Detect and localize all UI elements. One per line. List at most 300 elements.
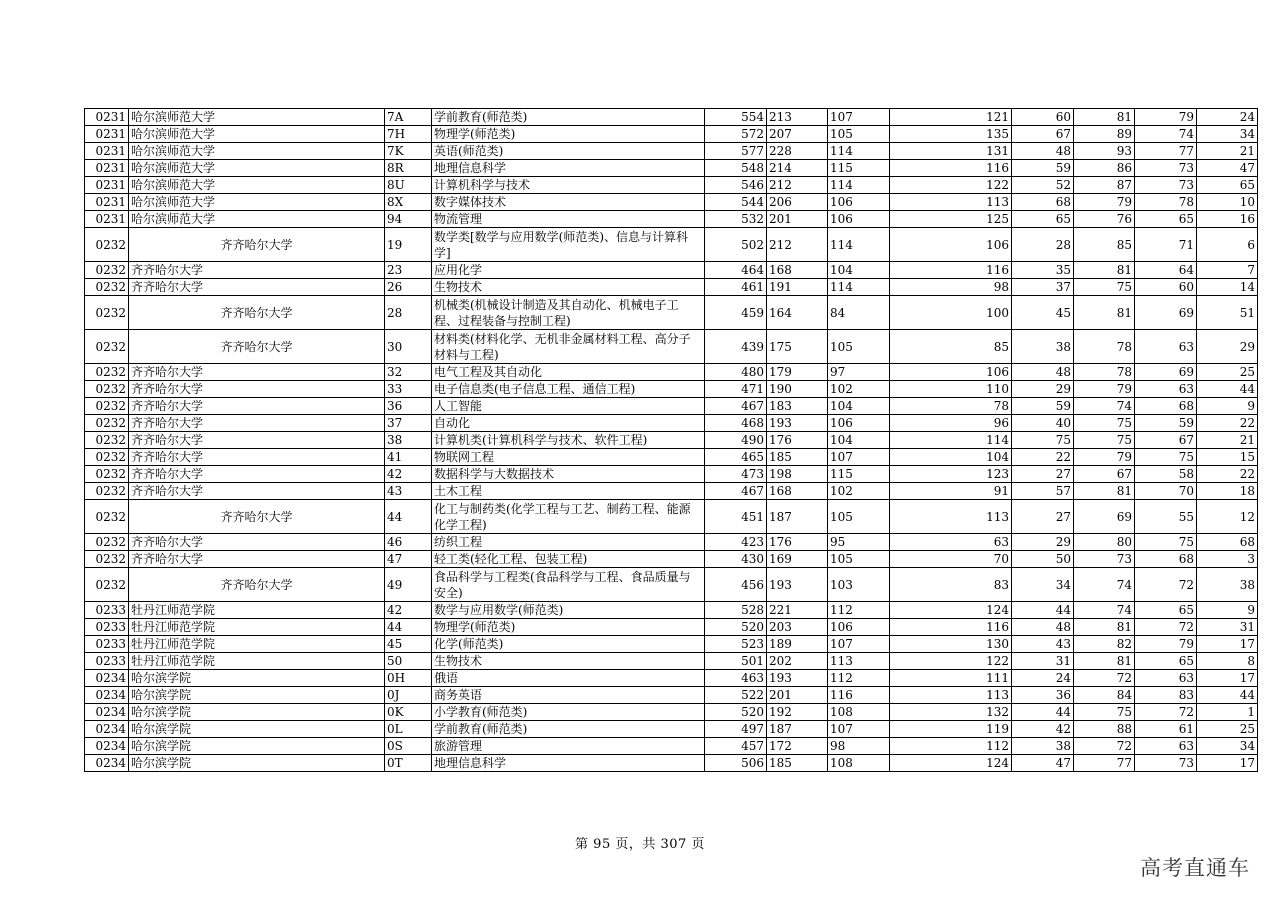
score-col-5-cell: 27 (1012, 466, 1074, 483)
table-row (85, 228, 1258, 262)
major-name-cell: 化工与制药类(化学工程与工艺、制药工程、能源化学工程) (432, 500, 705, 534)
table-row (85, 619, 1258, 636)
major-code-cell: 33 (385, 381, 432, 398)
school-name-cell: 齐齐哈尔大学 (129, 534, 385, 551)
table-row (85, 483, 1258, 500)
major-name-cell: 土木工程 (432, 483, 705, 500)
major-code-cell: 19 (385, 228, 432, 262)
school-name-cell: 牡丹江师范学院 (129, 619, 385, 636)
score-col-3-cell: 106 (828, 194, 890, 211)
score-col-7-cell: 83 (1135, 687, 1197, 704)
total-score-cell: 554 (705, 109, 767, 126)
school-name-cell: 齐齐哈尔大学 (129, 228, 385, 262)
score-col-2-cell: 203 (767, 619, 828, 636)
score-col-2-cell: 189 (767, 636, 828, 653)
school-code-cell: 0234 (85, 670, 129, 687)
major-code-cell: 46 (385, 534, 432, 551)
score-col-4-cell: 131 (890, 143, 1012, 160)
major-code-cell: 38 (385, 432, 432, 449)
score-col-6-cell: 80 (1074, 534, 1135, 551)
total-score-cell: 572 (705, 126, 767, 143)
score-col-7-cell: 75 (1135, 449, 1197, 466)
major-name-cell: 应用化学 (432, 262, 705, 279)
school-code-cell: 0233 (85, 602, 129, 619)
score-col-4-cell: 85 (890, 330, 1012, 364)
score-col-5-cell: 60 (1012, 109, 1074, 126)
total-score-cell: 461 (705, 279, 767, 296)
school-name-cell: 齐齐哈尔大学 (129, 500, 385, 534)
school-name-cell: 齐齐哈尔大学 (129, 415, 385, 432)
major-name-cell: 数学与应用数学(师范类) (432, 602, 705, 619)
major-name-cell: 人工智能 (432, 398, 705, 415)
score-col-2-cell: 183 (767, 398, 828, 415)
score-col-8-cell: 47 (1197, 160, 1258, 177)
school-code-cell: 0231 (85, 177, 129, 194)
score-col-7-cell: 60 (1135, 279, 1197, 296)
score-col-5-cell: 68 (1012, 194, 1074, 211)
score-col-2-cell: 193 (767, 670, 828, 687)
major-name-cell: 地理信息科学 (432, 755, 705, 772)
total-score-cell: 423 (705, 534, 767, 551)
school-code-cell: 0234 (85, 738, 129, 755)
major-code-cell: 0T (385, 755, 432, 772)
major-name-cell: 数据科学与大数据技术 (432, 466, 705, 483)
major-code-cell: 42 (385, 466, 432, 483)
score-col-3-cell: 107 (828, 109, 890, 126)
score-col-8-cell: 25 (1197, 364, 1258, 381)
score-col-5-cell: 24 (1012, 670, 1074, 687)
score-col-5-cell: 59 (1012, 160, 1074, 177)
school-code-cell: 0232 (85, 262, 129, 279)
school-name-cell: 齐齐哈尔大学 (129, 279, 385, 296)
total-score-cell: 473 (705, 466, 767, 483)
score-col-8-cell: 44 (1197, 381, 1258, 398)
score-col-6-cell: 74 (1074, 602, 1135, 619)
major-code-cell: 28 (385, 296, 432, 330)
score-col-2-cell: 202 (767, 653, 828, 670)
school-name-cell: 哈尔滨师范大学 (129, 109, 385, 126)
score-col-3-cell: 116 (828, 687, 890, 704)
school-code-cell: 0232 (85, 364, 129, 381)
score-col-2-cell: 201 (767, 687, 828, 704)
score-col-2-cell: 201 (767, 211, 828, 228)
score-col-3-cell: 102 (828, 483, 890, 500)
score-col-3-cell: 106 (828, 211, 890, 228)
school-name-cell: 哈尔滨师范大学 (129, 177, 385, 194)
score-col-8-cell: 51 (1197, 296, 1258, 330)
table-row (85, 262, 1258, 279)
score-col-6-cell: 81 (1074, 483, 1135, 500)
score-col-7-cell: 58 (1135, 466, 1197, 483)
major-code-cell: 8U (385, 177, 432, 194)
school-code-cell: 0234 (85, 687, 129, 704)
major-code-cell: 7A (385, 109, 432, 126)
school-code-cell: 0232 (85, 296, 129, 330)
major-code-cell: 37 (385, 415, 432, 432)
score-col-8-cell: 17 (1197, 636, 1258, 653)
score-col-5-cell: 48 (1012, 143, 1074, 160)
score-col-4-cell: 124 (890, 602, 1012, 619)
score-col-8-cell: 34 (1197, 126, 1258, 143)
score-col-4-cell: 110 (890, 381, 1012, 398)
score-col-4-cell: 132 (890, 704, 1012, 721)
score-col-2-cell: 212 (767, 177, 828, 194)
score-col-2-cell: 185 (767, 755, 828, 772)
score-col-8-cell: 22 (1197, 415, 1258, 432)
total-score-cell: 544 (705, 194, 767, 211)
score-col-8-cell: 12 (1197, 500, 1258, 534)
score-col-2-cell: 172 (767, 738, 828, 755)
score-col-5-cell: 59 (1012, 398, 1074, 415)
table-row (85, 721, 1258, 738)
score-col-3-cell: 105 (828, 126, 890, 143)
total-score-cell: 532 (705, 211, 767, 228)
score-col-6-cell: 79 (1074, 381, 1135, 398)
watermark-logo: 高考直通车 (1140, 856, 1250, 880)
score-col-4-cell: 104 (890, 449, 1012, 466)
score-col-7-cell: 63 (1135, 738, 1197, 755)
score-col-6-cell: 82 (1074, 636, 1135, 653)
score-col-5-cell: 44 (1012, 602, 1074, 619)
score-col-4-cell: 122 (890, 177, 1012, 194)
table-row (85, 704, 1258, 721)
score-col-8-cell: 38 (1197, 568, 1258, 602)
score-col-3-cell: 84 (828, 296, 890, 330)
table-row (85, 177, 1258, 194)
score-col-6-cell: 79 (1074, 194, 1135, 211)
major-name-cell: 电子信息类(电子信息工程、通信工程) (432, 381, 705, 398)
score-col-5-cell: 75 (1012, 432, 1074, 449)
score-col-3-cell: 114 (828, 177, 890, 194)
score-col-2-cell: 198 (767, 466, 828, 483)
table-row (85, 636, 1258, 653)
score-col-2-cell: 187 (767, 721, 828, 738)
major-code-cell: 47 (385, 551, 432, 568)
score-col-8-cell: 21 (1197, 143, 1258, 160)
score-col-7-cell: 77 (1135, 143, 1197, 160)
school-code-cell: 0232 (85, 534, 129, 551)
score-col-7-cell: 78 (1135, 194, 1197, 211)
score-col-7-cell: 55 (1135, 500, 1197, 534)
total-score-cell: 546 (705, 177, 767, 194)
school-name-cell: 哈尔滨师范大学 (129, 160, 385, 177)
school-name-cell: 牡丹江师范学院 (129, 636, 385, 653)
major-name-cell: 生物技术 (432, 279, 705, 296)
score-col-8-cell: 31 (1197, 619, 1258, 636)
table-row (85, 670, 1258, 687)
score-col-5-cell: 38 (1012, 330, 1074, 364)
major-code-cell: 45 (385, 636, 432, 653)
table-row (85, 415, 1258, 432)
score-col-5-cell: 37 (1012, 279, 1074, 296)
score-col-6-cell: 79 (1074, 449, 1135, 466)
score-col-7-cell: 63 (1135, 330, 1197, 364)
school-name-cell: 哈尔滨学院 (129, 670, 385, 687)
score-col-3-cell: 105 (828, 551, 890, 568)
school-name-cell: 哈尔滨师范大学 (129, 211, 385, 228)
school-code-cell: 0231 (85, 160, 129, 177)
score-col-2-cell: 193 (767, 568, 828, 602)
score-col-2-cell: 228 (767, 143, 828, 160)
total-score-cell: 430 (705, 551, 767, 568)
score-col-7-cell: 79 (1135, 109, 1197, 126)
score-col-3-cell: 107 (828, 721, 890, 738)
score-col-5-cell: 47 (1012, 755, 1074, 772)
score-col-5-cell: 65 (1012, 211, 1074, 228)
score-col-2-cell: 213 (767, 109, 828, 126)
admission-score-table (84, 108, 1258, 772)
table-row (85, 194, 1258, 211)
score-col-7-cell: 59 (1135, 415, 1197, 432)
score-col-8-cell: 18 (1197, 483, 1258, 500)
page-number: 第 95 页，共 307 页 (575, 837, 705, 852)
score-col-3-cell: 108 (828, 704, 890, 721)
score-col-5-cell: 35 (1012, 262, 1074, 279)
table-row (85, 500, 1258, 534)
school-code-cell: 0232 (85, 279, 129, 296)
score-col-6-cell: 72 (1074, 738, 1135, 755)
score-col-5-cell: 34 (1012, 568, 1074, 602)
score-col-5-cell: 31 (1012, 653, 1074, 670)
total-score-cell: 467 (705, 398, 767, 415)
score-col-7-cell: 69 (1135, 296, 1197, 330)
score-col-3-cell: 102 (828, 381, 890, 398)
major-code-cell: 50 (385, 653, 432, 670)
score-col-4-cell: 116 (890, 262, 1012, 279)
score-col-6-cell: 81 (1074, 262, 1135, 279)
score-col-4-cell: 130 (890, 636, 1012, 653)
major-name-cell: 生物技术 (432, 653, 705, 670)
score-col-3-cell: 115 (828, 160, 890, 177)
score-col-8-cell: 21 (1197, 432, 1258, 449)
score-col-2-cell: 168 (767, 262, 828, 279)
score-col-5-cell: 50 (1012, 551, 1074, 568)
score-col-6-cell: 75 (1074, 432, 1135, 449)
score-col-6-cell: 85 (1074, 228, 1135, 262)
score-col-8-cell: 8 (1197, 653, 1258, 670)
table-row (85, 755, 1258, 772)
major-name-cell: 物联网工程 (432, 449, 705, 466)
score-col-8-cell: 9 (1197, 602, 1258, 619)
score-col-6-cell: 78 (1074, 364, 1135, 381)
major-code-cell: 94 (385, 211, 432, 228)
table-row (85, 432, 1258, 449)
score-col-6-cell: 76 (1074, 211, 1135, 228)
score-col-2-cell: 168 (767, 483, 828, 500)
major-code-cell: 41 (385, 449, 432, 466)
score-col-6-cell: 77 (1074, 755, 1135, 772)
score-col-6-cell: 69 (1074, 500, 1135, 534)
score-col-5-cell: 67 (1012, 126, 1074, 143)
school-code-cell: 0232 (85, 483, 129, 500)
score-col-8-cell: 68 (1197, 534, 1258, 551)
school-name-cell: 齐齐哈尔大学 (129, 449, 385, 466)
score-col-4-cell: 100 (890, 296, 1012, 330)
school-name-cell: 哈尔滨师范大学 (129, 143, 385, 160)
school-code-cell: 0234 (85, 704, 129, 721)
school-name-cell: 哈尔滨学院 (129, 721, 385, 738)
school-name-cell: 齐齐哈尔大学 (129, 432, 385, 449)
score-col-6-cell: 75 (1074, 415, 1135, 432)
major-code-cell: 30 (385, 330, 432, 364)
score-col-5-cell: 43 (1012, 636, 1074, 653)
score-col-4-cell: 113 (890, 500, 1012, 534)
major-name-cell: 数学类[数学与应用数学(师范类)、信息与计算科学] (432, 228, 705, 262)
score-col-6-cell: 67 (1074, 466, 1135, 483)
score-col-3-cell: 112 (828, 670, 890, 687)
score-col-4-cell: 111 (890, 670, 1012, 687)
score-col-7-cell: 72 (1135, 704, 1197, 721)
school-name-cell: 齐齐哈尔大学 (129, 296, 385, 330)
major-code-cell: 32 (385, 364, 432, 381)
score-col-8-cell: 7 (1197, 262, 1258, 279)
school-code-cell: 0234 (85, 755, 129, 772)
school-name-cell: 齐齐哈尔大学 (129, 551, 385, 568)
score-col-2-cell: 191 (767, 279, 828, 296)
score-col-4-cell: 116 (890, 160, 1012, 177)
school-name-cell: 齐齐哈尔大学 (129, 381, 385, 398)
total-score-cell: 457 (705, 738, 767, 755)
score-col-3-cell: 107 (828, 636, 890, 653)
school-name-cell: 牡丹江师范学院 (129, 653, 385, 670)
total-score-cell: 548 (705, 160, 767, 177)
score-col-4-cell: 114 (890, 432, 1012, 449)
score-col-5-cell: 42 (1012, 721, 1074, 738)
score-col-3-cell: 104 (828, 398, 890, 415)
major-code-cell: 7K (385, 143, 432, 160)
score-col-3-cell: 114 (828, 228, 890, 262)
table-row (85, 738, 1258, 755)
major-name-cell: 物流管理 (432, 211, 705, 228)
score-col-5-cell: 57 (1012, 483, 1074, 500)
major-code-cell: 0S (385, 738, 432, 755)
score-col-4-cell: 119 (890, 721, 1012, 738)
score-col-5-cell: 48 (1012, 619, 1074, 636)
school-code-cell: 0232 (85, 398, 129, 415)
table-row (85, 602, 1258, 619)
score-col-5-cell: 28 (1012, 228, 1074, 262)
score-col-6-cell: 81 (1074, 109, 1135, 126)
table-row (85, 653, 1258, 670)
school-code-cell: 0232 (85, 466, 129, 483)
score-col-5-cell: 38 (1012, 738, 1074, 755)
score-col-8-cell: 17 (1197, 670, 1258, 687)
major-name-cell: 数字媒体技术 (432, 194, 705, 211)
table-row (85, 109, 1258, 126)
score-col-3-cell: 112 (828, 602, 890, 619)
score-col-8-cell: 6 (1197, 228, 1258, 262)
major-name-cell: 俄语 (432, 670, 705, 687)
major-code-cell: 36 (385, 398, 432, 415)
score-col-7-cell: 73 (1135, 755, 1197, 772)
score-col-2-cell: 169 (767, 551, 828, 568)
school-code-cell: 0233 (85, 619, 129, 636)
major-name-cell: 自动化 (432, 415, 705, 432)
major-code-cell: 0K (385, 704, 432, 721)
table-row (85, 551, 1258, 568)
total-score-cell: 459 (705, 296, 767, 330)
school-name-cell: 牡丹江师范学院 (129, 602, 385, 619)
score-col-4-cell: 113 (890, 194, 1012, 211)
school-name-cell: 哈尔滨师范大学 (129, 194, 385, 211)
score-col-4-cell: 106 (890, 364, 1012, 381)
score-col-8-cell: 65 (1197, 177, 1258, 194)
score-col-8-cell: 15 (1197, 449, 1258, 466)
major-code-cell: 26 (385, 279, 432, 296)
table-row (85, 568, 1258, 602)
score-col-2-cell: 212 (767, 228, 828, 262)
school-name-cell: 齐齐哈尔大学 (129, 568, 385, 602)
school-code-cell: 0231 (85, 211, 129, 228)
table-row (85, 279, 1258, 296)
score-col-4-cell: 98 (890, 279, 1012, 296)
score-col-7-cell: 69 (1135, 364, 1197, 381)
score-col-2-cell: 176 (767, 432, 828, 449)
score-col-8-cell: 29 (1197, 330, 1258, 364)
score-col-3-cell: 115 (828, 466, 890, 483)
table-row (85, 160, 1258, 177)
score-col-8-cell: 44 (1197, 687, 1258, 704)
major-code-cell: 42 (385, 602, 432, 619)
score-col-4-cell: 78 (890, 398, 1012, 415)
score-col-4-cell: 63 (890, 534, 1012, 551)
major-name-cell: 机械类(机械设计制造及其自动化、机械电子工程、过程装备与控制工程) (432, 296, 705, 330)
score-col-4-cell: 96 (890, 415, 1012, 432)
score-col-3-cell: 95 (828, 534, 890, 551)
score-col-6-cell: 81 (1074, 653, 1135, 670)
table-row (85, 126, 1258, 143)
major-code-cell: 7H (385, 126, 432, 143)
score-col-6-cell: 74 (1074, 398, 1135, 415)
total-score-cell: 528 (705, 602, 767, 619)
total-score-cell: 502 (705, 228, 767, 262)
table-row (85, 449, 1258, 466)
score-col-8-cell: 24 (1197, 109, 1258, 126)
score-col-7-cell: 73 (1135, 160, 1197, 177)
total-score-cell: 468 (705, 415, 767, 432)
score-col-7-cell: 70 (1135, 483, 1197, 500)
score-col-8-cell: 3 (1197, 551, 1258, 568)
major-code-cell: 43 (385, 483, 432, 500)
score-col-6-cell: 75 (1074, 704, 1135, 721)
total-score-cell: 467 (705, 483, 767, 500)
score-col-7-cell: 61 (1135, 721, 1197, 738)
school-code-cell: 0232 (85, 415, 129, 432)
score-col-3-cell: 103 (828, 568, 890, 602)
score-col-5-cell: 29 (1012, 534, 1074, 551)
major-code-cell: 8X (385, 194, 432, 211)
score-col-3-cell: 106 (828, 415, 890, 432)
table-row (85, 398, 1258, 415)
table-row (85, 534, 1258, 551)
table-row (85, 296, 1258, 330)
school-code-cell: 0232 (85, 330, 129, 364)
total-score-cell: 463 (705, 670, 767, 687)
score-col-7-cell: 63 (1135, 670, 1197, 687)
school-code-cell: 0232 (85, 449, 129, 466)
major-name-cell: 物理学(师范类) (432, 619, 705, 636)
table-body (85, 109, 1258, 772)
score-col-2-cell: 206 (767, 194, 828, 211)
score-col-3-cell: 98 (828, 738, 890, 755)
score-col-2-cell: 187 (767, 500, 828, 534)
score-col-2-cell: 190 (767, 381, 828, 398)
score-col-6-cell: 81 (1074, 296, 1135, 330)
score-col-4-cell: 112 (890, 738, 1012, 755)
major-name-cell: 学前教育(师范类) (432, 109, 705, 126)
score-col-3-cell: 105 (828, 330, 890, 364)
score-col-6-cell: 81 (1074, 619, 1135, 636)
